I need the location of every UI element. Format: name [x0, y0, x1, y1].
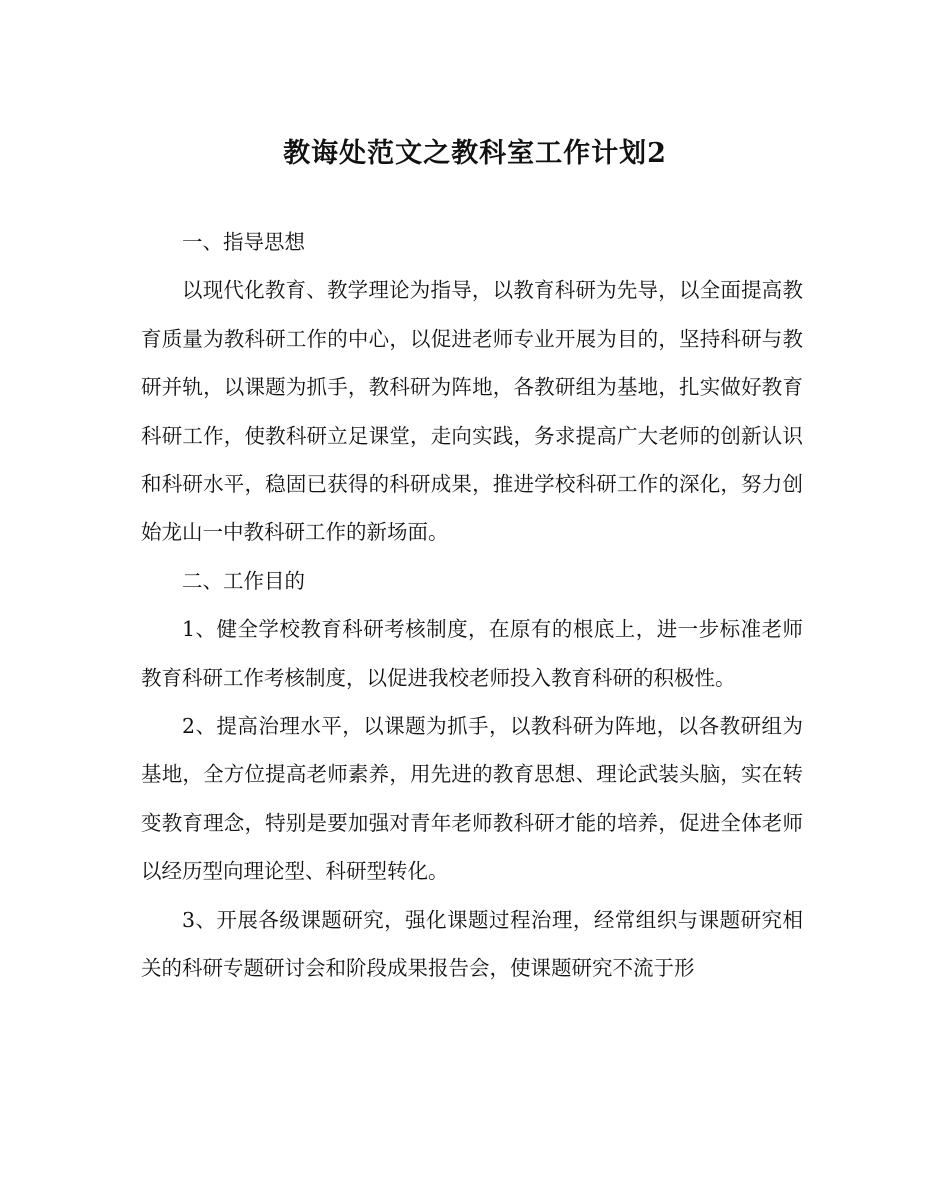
paragraph-goal-3: 3、开展各级课题研究，强化课题过程治理，经常组织与课题研究相关的科研专题研讨会和阶段成果报告会，使课题研究不流于形	[141, 907, 803, 981]
document-body	[141, 218, 803, 993]
paragraph-goal-1: 1、健全学校教育科研考核制度，在原有的根底上，进一步标准老师教育科研工作考核制度，以促进我校老师投入教育科研的积极性。	[141, 617, 803, 690]
paragraph-guiding-ideology: 以现代化教育、教学理论为指导，以教育科研为先导，以全面提高教育质量为教科研工作的中心，以促进老师专业开展为目的，坚持科研与教研并轨，以课题为抓手，教科研为阵地，各教研组为基地，扎实做好教育科研工作，使教科研立足课堂，走向实践，务求提高广大老师的创新认识和科研水平，稳固已获得的科研成果，推进学校科研工作的深化，努力创始龙山一中教科研工作的新场面。	[141, 278, 803, 545]
section-heading-guiding-ideology: 一、指导思想	[182, 230, 305, 254]
paragraph-goal-2: 2、提高治理水平，以课题为抓手，以教科研为阵地，以各教研组为基地，全方位提高老师素养，用先进的教育思想、理论武装头脑，实在转变教育理念，特别是要加强对青年老师教科研才能的培养，促进全体老师以经历型向理论型、科研型转化。	[141, 714, 803, 884]
section-heading-work-goals: 二、工作目的	[182, 568, 305, 593]
document-title: 教诲处范文之教科室工作计划2	[283, 138, 667, 169]
